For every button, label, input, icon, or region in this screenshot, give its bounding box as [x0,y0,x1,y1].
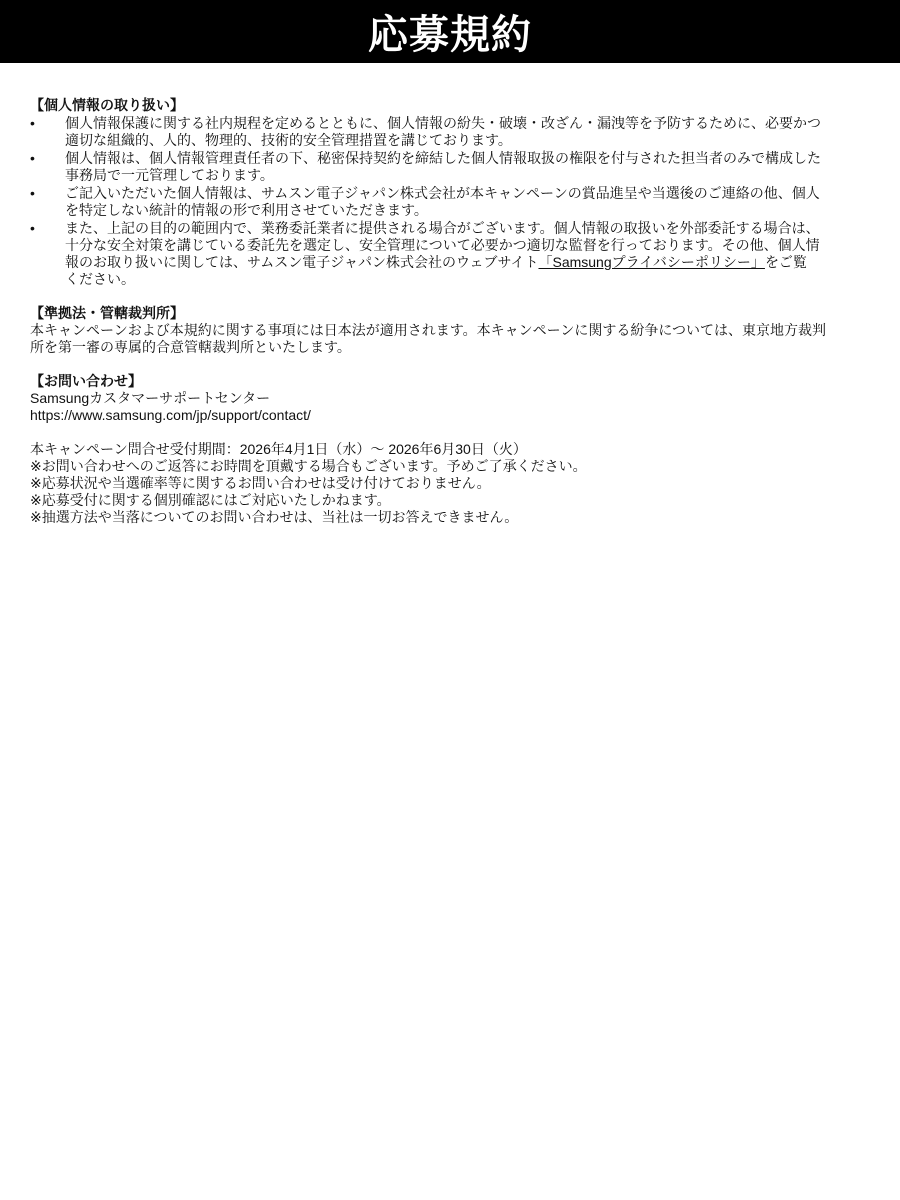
terms-content [30,97,870,526]
list-item [30,220,870,288]
note: ※応募状況や当選確率等に関するお問い合わせは受け付けておりません。 [30,475,491,491]
bullet-icon: • [30,150,35,166]
law-section [30,305,870,356]
text-segment: 報のお取り扱いに関しては、サムスン電子ジャパン株式会社のウェブサイト [65,254,539,270]
list-item [30,115,870,149]
bullet-icon: • [30,220,35,236]
law-heading: 【準拠法・管轄裁判所】 [30,305,184,321]
text-line: 所を第一審の専属的合意管轄裁判所といたします。 [30,339,351,355]
page-header [0,0,900,63]
text-line: ください。 [65,271,135,287]
contact-heading: 【お問い合わせ】 [30,373,142,389]
text-segment: をご覧 [764,254,807,270]
contact-section [30,373,870,526]
inquiry-period: 本キャンペーン問合せ受付期間：2026年4月1日（水）～ 2026年6月30日（火） [30,441,527,457]
text-line: 適切な組織的、人的、物理的、技術的安全管理措置を講じております。 [65,132,512,148]
note: ※応募受付に関する個別確認にはご対応いたしかねます。 [30,492,391,508]
list-item [30,150,870,184]
text-line: を特定しない統計的情報の形で利用させていただきます。 [65,202,428,218]
text-line: 事務局で一元管理しております。 [65,167,274,183]
text-line: また、上記の目的の範囲内で、業務委託業者に提供される場合がございます。個人情報の取扱いを外部委託する場合は、 [65,220,820,236]
list-item [30,185,870,219]
text-line: 本キャンペーンおよび本規約に関する事項には日本法が適用されます。本キャンペーンに関する紛争については、東京地方裁判 [30,322,827,338]
text-line: 個人情報は、個人情報管理責任者の下、秘密保持契約を締結した個人情報取扱の権限を付与された担当者のみで構成した [65,150,821,166]
note: ※お問い合わせへのご返答にお時間を頂戴する場合もございます。予めご了承ください。 [30,458,587,474]
note: ※抽選方法や当落についてのお問い合わせは、当社は一切お答えできません。 [30,509,519,525]
privacy-list [30,115,870,288]
bullet-icon: • [30,115,35,131]
text-line: 十分な安全対策を講じている委託先を選定し、安全管理について必要かつ適切な監督を行っております。その他、個人情 [65,237,820,253]
page-title: 応募規約 [368,13,532,57]
privacy-policy-link[interactable]: 「Samsungプライバシーポリシー」 [538,254,765,270]
support-center-name: Samsungカスタマーサポートセンター [30,390,271,406]
support-url[interactable]: https://www.samsung.com/jp/support/contact/ [30,407,311,423]
bullet-icon: • [30,185,35,201]
text-line: ご記入いただいた個人情報は、サムスン電子ジャパン株式会社が本キャンペーンの賞品進呈や当選後のご連絡の他、個人 [65,185,820,201]
privacy-heading: 【個人情報の取り扱い】 [30,97,184,113]
text-line: 個人情報保護に関する社内規程を定めるとともに、個人情報の紛失・破壊・改ざん・漏洩等を予防するために、必要かつ [65,115,821,131]
text-line [65,254,870,271]
